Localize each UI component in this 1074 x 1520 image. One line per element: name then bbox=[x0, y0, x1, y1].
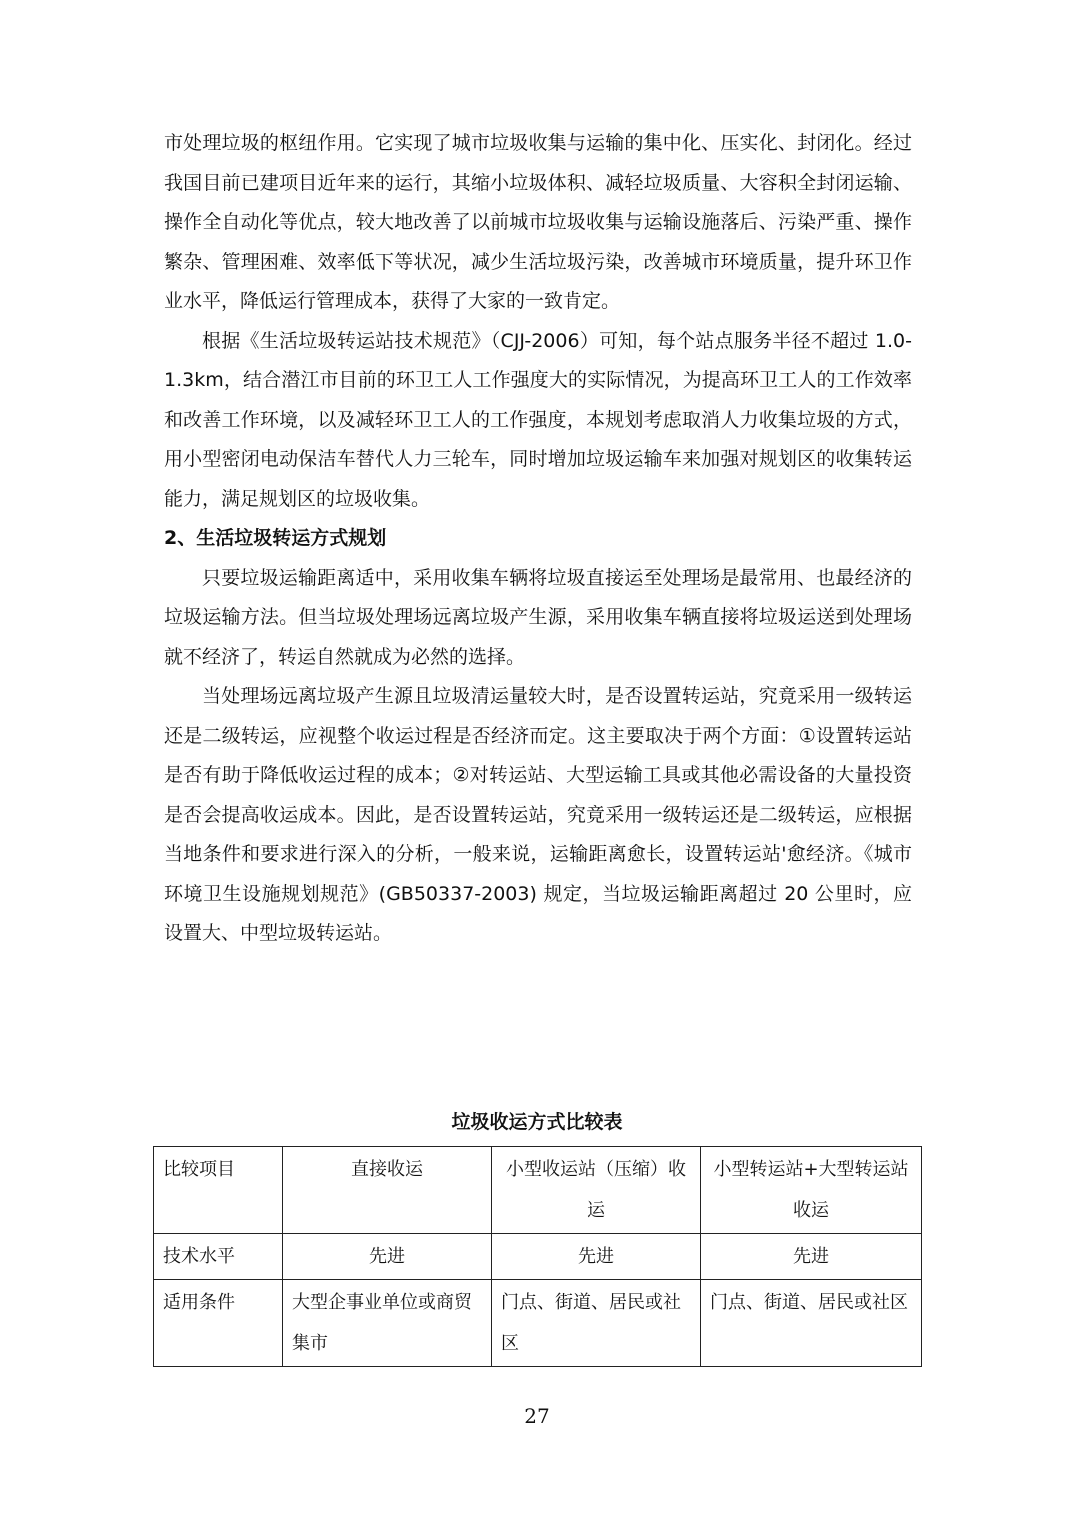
header-cell: 小型收运站（压缩）收运 bbox=[492, 1147, 701, 1234]
table-cell: 先进 bbox=[283, 1234, 492, 1280]
header-cell: 比较项目 bbox=[154, 1147, 283, 1234]
paragraph-3: 只要垃圾运输距离适中，采用收集车辆将垃圾直接运至处理场是最常用、也最经济的垃圾运输方法。但当垃圾处理场远离垃圾产生源，采用收集车辆直接将垃圾运送到处理场就不经济了，转运自然就成为必然的选择。 bbox=[164, 566, 912, 668]
table-cell: 门点、街道、居民或社区 bbox=[701, 1280, 922, 1367]
table-cell: 门点、街道、居民或社区 bbox=[492, 1280, 701, 1367]
table-row bbox=[154, 1280, 922, 1367]
paragraph-1: 市处理垃圾的枢纽作用。它实现了城市垃圾收集与运输的集中化、压实化、封闭化。经过我国目前已建项目近年来的运行，其缩小垃圾体积、减轻垃圾质量、大容积全封闭运输、操作全自动化等优点，较大地改善了以前城市垃圾收集与运输设施落后、污染严重、操作繁杂、管理困难、效率低下等状况，减少生活垃圾污染，改善城市环境质量，提升环卫作业水平，降低运行管理成本，获得了大家的一致肯定。 bbox=[164, 132, 912, 312]
table-caption: 垃圾收运方式比较表 bbox=[451, 1111, 623, 1133]
table-cell: 技术水平 bbox=[154, 1234, 283, 1280]
page-number: 27 bbox=[524, 1404, 550, 1428]
table-cell: 适用条件 bbox=[154, 1280, 283, 1367]
paragraph-4: 当处理场远离垃圾产生源且垃圾清运量较大时，是否设置转运站，究竟采用一级转运还是二级转运，应视整个收运过程是否经济而定。这主要取决于两个方面：①设置转运站是否有助于降低收运过程的成本；②对转运站、大型运输工具或其他必需设备的大量投资是否会提高收运成本。因此，是否设置转运站，究竟采用一级转运还是二级转运，应根据当地条件和要求进行深入的分析，一般来说，运输距离愈长，设置转运站'愈经济。《城市环境卫生设施规划规范》(GB50337-2003) 规定，当垃圾运输距离超过 20 公里时，应设置大、中型垃圾转运站。 bbox=[164, 685, 912, 944]
table-cell: 先进 bbox=[492, 1234, 701, 1280]
table-cell: 先进 bbox=[701, 1234, 922, 1280]
section-heading: 2、生活垃圾转运方式规划 bbox=[164, 527, 387, 549]
table-header-row bbox=[154, 1147, 922, 1234]
header-cell: 直接收运 bbox=[283, 1147, 492, 1234]
body-text bbox=[164, 124, 912, 954]
header-cell: 小型转运站+大型转运站收运 bbox=[701, 1147, 922, 1234]
table-row bbox=[154, 1234, 922, 1280]
table-cell: 大型企事业单位或商贸集市 bbox=[283, 1280, 492, 1367]
comparison-table bbox=[153, 1146, 922, 1367]
paragraph-2: 根据《生活垃圾转运站技术规范》（CJJ-2006）可知，每个站点服务半径不超过 1.0-1.3km，结合潜江市目前的环卫工人工作强度大的实际情况，为提高环卫工人的工作效率和改善工作环境，以及减轻环卫工人的工作强度，本规划考虑取消人力收集垃圾的方式，用小型密闭电动保洁车替代人力三轮车，同时增加垃圾运输车来加强对规划区的收集转运能力，满足规划区的垃圾收集。 bbox=[164, 329, 912, 510]
